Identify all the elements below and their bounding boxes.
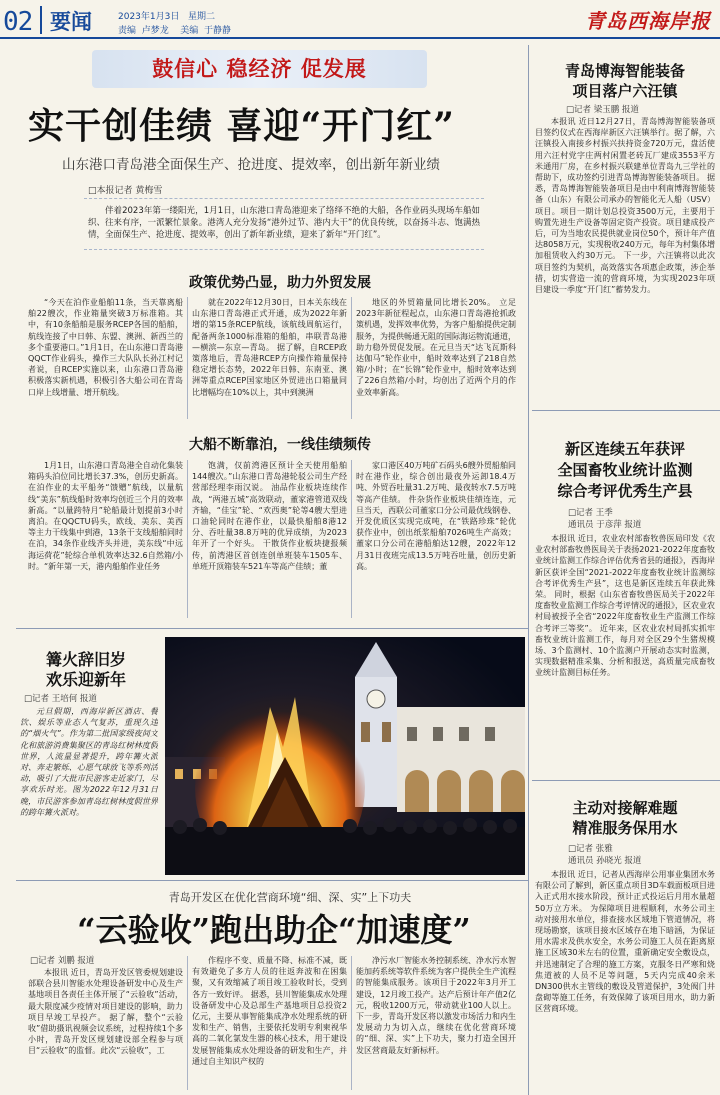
- editor-name: 卢梦龙: [141, 26, 169, 36]
- issue-date: 2023年1月3日: [118, 12, 180, 22]
- editor-label: 责编: [118, 26, 137, 36]
- right2-byline1: □记者 王季: [568, 508, 613, 518]
- bottom-col2: 作程序不变、质量不降、标准不减，既有效避免了多方人员的往返奔波和在困集聚，又有效缩减了项目竣工验收时长，受到各方一致好评。 据悉，县川智能集成水处理设备研发中心及总部生产基地项目总投资2亿元，主要从事智能集成净水处理系统的研发和生产、销售，主要依托发明专利柬视华高的二氧化氯发生器的核心技术，用于建设发展智能集成水处理设备的研发和生产，并通过自主知识产权的: [192, 956, 347, 1066]
- bonfire-photo: [165, 637, 525, 875]
- section-title: 要闻: [50, 9, 92, 34]
- photo-title-line2: 欢乐迎新年: [45, 670, 126, 689]
- lead-byline: □本报记者 黄梅雪: [88, 186, 163, 196]
- right2-title-line3: 综合考评优秀生产县: [557, 482, 693, 500]
- right1-byline: □记者 梁玉鹏 报道: [566, 105, 639, 115]
- right2-body: 本报讯 近日，农业农村部畜牧兽医局印发《农业农村部畜牧兽医局关于表扬2021-2022年度畜牧业统计监测工作综合评估优秀省县的通报》，西海岸新区获评全国“2021-2022年度畜牧业统计监测综合考评优秀生产县”，这也是新区连续五年获此殊荣。 同时，根据《山东省畜牧兽医局关于2022年度畜牧业监测工作综合考评情况的通报》，区农业农村局被授予全省“2022年度畜牧业生产监测工作综合考评三等奖”。 近年来，区农业农村局抓实抓牢畜牧业统计监测工作，每月对全区29个生猪规模场、3个监测村、10个监测户开展动态实时监测，实现数据精准采集、分析和报送，高质量完成畜牧业统计监测目标任务。: [535, 534, 715, 678]
- right3-body: 本报讯 近日，记者从西海岸公用事业集团水务有限公司了解到，新区重点项目3D车载面板项目进入正式用水接水阶段，预计正式投运后月用水量超50万立方米。 为保障项目进程顺利，水务公司主动对接用水单位，排查接水区域地下管道情况，将现场勘察，该项目接水区域存在地下暗涵，为保证用水需求及供水安全，水务公司施工人员在距离原施工区域30米左右的位置，重新确定安全敷设点，并迅速制定了合理的施工方案，克服冬日严寒和烧焦道被的人员不足等问题，5天内完成40余米DN300供水主管线的敷设及管道保护，3处阀门井盘砌等施工任务，有效保障了该项目用水，助力新区营商环境。: [535, 870, 715, 1014]
- page-header: [0, 0, 720, 40]
- lead-headline: 实干创佳绩 喜迎“开门红”: [28, 105, 455, 147]
- bottom-kicker: 青岛开发区在优化营商环境“细、深、实”上下功夫: [168, 891, 412, 904]
- lead-section2-title: 大船不断靠泊，一线佳绩频传: [189, 437, 371, 453]
- lead-subtitle: 山东港口青岛港全面保生产、抢进度、提效率，创出新年新业绩: [62, 157, 440, 173]
- right3-byline1: □记者 张雅: [568, 844, 613, 854]
- masthead-logo: 青岛西海岸报: [585, 9, 711, 33]
- lead-banner-text: 鼓信心 稳经济 促发展: [152, 56, 367, 81]
- right3-title-line1: 主动对接解难题: [572, 799, 678, 817]
- right1-body: 本报讯 近日12月27日，青岛博海智能装备项目签约仪式在西海岸新区六汪镇举行。据了解，六汪镇投入南接乡村振兴扶持资金720万元，盘活使用六汪村党字庄两村闲置老砖瓦厂建成3553平方米通用厂房，在乡村振兴联建单位青岛九三学社的帮助下，成功签约引进青岛博海智能装备项目。 据悉，青岛博海智能装备项目是由中利南博海智能装备（山东）有限公司承办的智能化无人船（USV）项目。项目一期计划总投资3500万元，主要用于购置先进生产设备等固定资产投资。项目建成投产后，可为当地农民提供就业岗位50个，预计年产值达8058万元，实现税收240万元，每年为村集体增加租赁收入约30万元。 下一步，六汪镇将以此次项目签约为契机，高效落实各项惠企政策，涉企举措，切实营造一流的营商环境，为实现2023年项目建设一季度“开门红”蓄势发力。: [535, 117, 715, 295]
- photo-title-line1: 篝火辞旧岁: [45, 650, 126, 669]
- lead-sec2-col1: 1月1日，山东港口青岛港全自动化集装箱码头泊位同比增长37.3%，创历史新高。在泊作业的太平船务“馈赠”航线，以量航线“美东”航线船时效率均创近三个月的效率新高。“以量跨特月”轮船最计划提前3小时离泊。在QQCTU码头，欧线、美东、美西等主力干线集中到港，13条干支线船舶同时在泊，34条作业线齐头并进，美东线“中远海运荷花”轮综合单机效率达32.6自然箱/小时。“新年第一天，港内船舶作业任务: [28, 461, 183, 571]
- lead-section1-title: 政策优势凸显，助力外贸发展: [189, 275, 371, 291]
- right3-title-line2: 精准服务保用水: [572, 819, 678, 837]
- bottom-headline: “云验收”跑出助企“加速度”: [77, 911, 471, 949]
- bottom-col3: 净污水厂智能水务控制系统、净水污水智能加药系统等软件系统为客户提供全生产流程的智能集成服务。该项目于2022年3月开工建设，12月竣工投产。达产后预计年产值2亿元，税收1200万元，带动就业100人以上。 下一步，青岛开发区将以激发市场活力和内生发展动力为切入点，继续在优化营商环境的“细、深、实”上下功夫，聚力打造全国开发区营商最友好新标杆。: [356, 956, 516, 1055]
- right2-title-line1: 新区连续五年获评: [564, 440, 685, 458]
- right2-title-line2: 全国畜牧业统计监测: [557, 461, 693, 479]
- right3-byline2: 通讯员 孙晓光 报道: [568, 856, 642, 866]
- lead-intro: 伴着2023年第一缕阳光，1月1日，山东港口青岛港迎来了络绎不绝的大船，各作业码头现场车船如织、往来有序，一派繁忙景象。港湾人充分发扬“港外过节、港内大干”的优良传统，以奋扬斗志、饱满热情，全面保生产、抢进度、提效率，创出了新年新业绩，迎来了新年“开门红”。: [88, 206, 480, 240]
- designer-label: 美编: [180, 26, 199, 36]
- designer-name: 于静静: [203, 26, 231, 36]
- bottom-col1: 本报讯 近日，青岛开发区管委规划建设部联合县川智能水处理设备研发中心及生产基地项目各责任主体开展了“云验收”活动，最大限度减少疫情对项目建设的影响，助力项目早竣工早投产。 据了解，整个“云验收”借助摄讯视频会议系统，过程持续1个多小时，青岛开发区规划建设部全程参与项目“云验收”的监督。此次“云验收”，工: [28, 968, 183, 1056]
- lead-sec1-col2: 就在2022年12月30日，日本关东线在山东港口青岛港正式开通，成为2022年新增的第15条RCEP航线，该航线周航运行，配备两条1000标准箱的船舶，串联青岛港—横滨—东京—青岛。 据了解，自RCEP政策落地后，青岛港RCEP方向操作箱量保持稳定增长态势，2022年日韩、东南亚、澳洲等重点RCEP国家地区外贸进出口箱量同比增幅均在10%以上，其中到澳洲: [192, 298, 347, 397]
- lead-sec2-col3: 家口港区40万吨矿石码头6艘外贸船舶同时在港作业，综合创出最夜外运卸18.4万吨、外贸吞吐量31.2万吨、最夜转水7.5万吨等高产佳绩。 件杂货作业板块佳绩连连，元旦当天，西联公司董家口分公司最优线钢卷、开发优质区实现完成吨，在“铁路珍珠”轮优获作业中，创出纸浆船舶7026吨生产高效；董家口分公司在港船舶达12艘，2022年12月31日夜班完成13.5万吨吞吐量，创历史新高。: [356, 461, 516, 571]
- page-number: 02: [3, 7, 33, 37]
- right1-title-line2: 项目落户六汪镇: [572, 82, 678, 100]
- photo-caption: 元旦假期，西海岸新区酒店、餐饮、娱乐等业态人气复苏，重现久违的“烟火气”。作为第二批国家级夜间文化和旅游消费集聚区的青岛红树林度假世界，人流量显著提升，跨年篝火派对、奔走繁烁、心愿气球放飞等系列活动，吸引了大批市民游客走近家门，尽享欢乐时光。图为2022年12月31日晚，市民游客参加青岛红树林度假世界的跨年篝火派对。: [20, 707, 158, 817]
- photo-byline: □记者 王培何 报道: [24, 694, 97, 704]
- bonfire-photo-svg: [165, 637, 525, 875]
- lead-sec2-col2: 饱满，仅前湾港区预计全天使用船舶144艘次。”山东港口青岛港轮驳公司生产经营部经理李雨汉说。 油品作业板块连续作战，“两港五城”高效联动，董家港管道双线齐输，“佳宝”轮、“欢西奥”轮等4艘大型进口油轮同时在港作业，以最快船舶8港12分、吞吐量38.8万吨的优异成绩，为2023年开了一个好头。 干散货作业板块捷报频传，前湾港区首创连创单班装车1505车、单班开顶箱装车521车等高产佳绩；董: [192, 461, 347, 571]
- lead-banner: [92, 50, 427, 88]
- issue-weekday: 星期二: [187, 12, 215, 22]
- lead-sec1-col3: 地区的外贸箱量同比增长20%。 立足2023年新征程起点，山东港口青岛港抢抓政策机遇，发挥效率优势，为客户船舶提供定制服务，为提供畅通无阻的国际海运物流通道，助力稳外贸促发展。在元旦当天“达飞瓦斯科达伽马”轮作业中，船时效率达到了218自然箱/小时；在“长锦”轮作业中，船时效率达到了226自然箱/小时，均创出了近两个月的作业效率新高。: [356, 298, 516, 397]
- bottom-byline: □记者 刘鹏 报道: [30, 956, 95, 966]
- lead-intro-box: [84, 198, 484, 250]
- right2-byline2: 通讯员 于彦萍 报道: [568, 520, 642, 530]
- lead-sec1-col1: “今天在泊作业船舶11条，当天靠离船舶22艘次，作业箱量突破3万标准箱。其中，有10条船舶是服务RCEP各国的船舶，航线连接了中日韩、东盟、澳洲、新西兰的多个重要港口。”1月1日，在山东港口青岛港QQCT作业码头，操作三大队队长孙江村记者说，自RCEP实施以来，山东港口青岛港积极落实新机遇，积极引各大船公司在青岛口岸上线增量、增开航线。: [28, 298, 183, 397]
- right1-title-line1: 青岛博海智能装备: [564, 62, 685, 80]
